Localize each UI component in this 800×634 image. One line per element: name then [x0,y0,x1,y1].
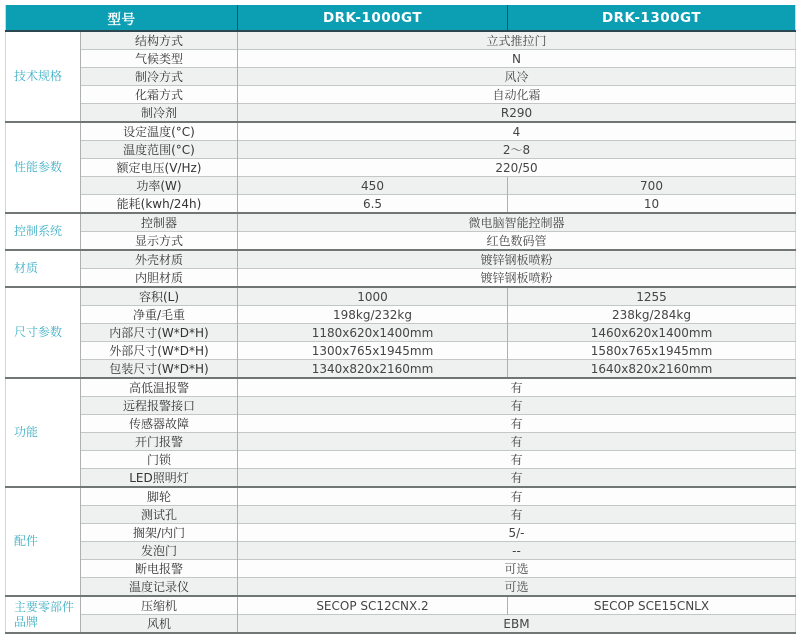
value-cell-model-2: 1580x765x1945mm [508,342,796,360]
value-cell-merged: 有 [238,487,796,506]
attribute-cell: 控制器 [81,213,238,232]
spec-row [6,159,796,177]
spec-row [6,451,796,469]
spec-row [6,122,796,141]
attribute-cell: 脚轮 [81,487,238,506]
spec-row [6,232,796,251]
attribute-cell: 断电报警 [81,560,238,578]
value-cell-model-2: 700 [508,177,796,195]
attribute-cell: 气候类型 [81,50,238,68]
spec-row [6,615,796,634]
value-cell-merged: 可选 [238,578,796,597]
value-cell-model-1: 1300x765x1945mm [238,342,508,360]
value-cell-merged: R290 [238,104,796,123]
attribute-cell: 温度范围(°C) [81,141,238,159]
spec-row [6,213,796,232]
spec-row [6,141,796,159]
attribute-cell: 测试孔 [81,506,238,524]
value-cell-model-1: 1180x620x1400mm [238,324,508,342]
attribute-cell: 化霜方式 [81,86,238,104]
value-cell-merged: 自动化霜 [238,86,796,104]
attribute-cell: 门锁 [81,451,238,469]
value-cell-merged: 4 [238,122,796,141]
category-cell: 技术规格 [6,31,81,122]
value-cell-model-2: 10 [508,195,796,214]
spec-table-header [6,5,796,31]
spec-sheet [5,5,796,634]
value-cell-model-1: SECOP SC12CNX.2 [238,596,508,615]
attribute-cell: 高低温报警 [81,378,238,397]
value-cell-merged: 立式推拉门 [238,31,796,50]
attribute-cell: 净重/毛重 [81,306,238,324]
attribute-cell: 结构方式 [81,31,238,50]
attribute-cell: 开门报警 [81,433,238,451]
attribute-cell: 制冷方式 [81,68,238,86]
spec-row [6,542,796,560]
spec-row [6,50,796,68]
spec-row [6,524,796,542]
value-cell-model-2: 238kg/284kg [508,306,796,324]
attribute-cell: 传感器故障 [81,415,238,433]
spec-row [6,360,796,379]
spec-row [6,397,796,415]
attribute-cell: 发泡门 [81,542,238,560]
spec-row [6,104,796,123]
attribute-cell: 功率(W) [81,177,238,195]
value-cell-merged: 红色数码管 [238,232,796,251]
category-cell: 功能 [6,378,81,487]
value-cell-merged: 镀锌钢板喷粉 [238,250,796,269]
attribute-cell: 温度记录仪 [81,578,238,597]
spec-row [6,86,796,104]
spec-row [6,269,796,288]
model-header-label: 型号 [6,5,238,31]
header-row [6,5,796,31]
value-cell-merged: 有 [238,451,796,469]
attribute-cell: 设定温度(°C) [81,122,238,141]
spec-row [6,342,796,360]
spec-row [6,324,796,342]
attribute-cell: 内部尺寸(W*D*H) [81,324,238,342]
value-cell-model-2: 1255 [508,287,796,306]
value-cell-model-1: 198kg/232kg [238,306,508,324]
attribute-cell: 压缩机 [81,596,238,615]
attribute-cell: 风机 [81,615,238,634]
value-cell-merged: 5/- [238,524,796,542]
model-1-header: DRK-1000GT [238,5,508,31]
model-2-header: DRK-1300GT [508,5,796,31]
value-cell-merged: 可选 [238,560,796,578]
spec-table-body [6,31,796,633]
value-cell-merged: 2～8 [238,141,796,159]
value-cell-merged: 有 [238,378,796,397]
value-cell-merged: 微电脑智能控制器 [238,213,796,232]
spec-row [6,31,796,50]
attribute-cell: 容积(L) [81,287,238,306]
category-cell: 材质 [6,250,81,287]
value-cell-model-2: 1640x820x2160mm [508,360,796,379]
attribute-cell: 外部尺寸(W*D*H) [81,342,238,360]
value-cell-model-1: 450 [238,177,508,195]
value-cell-merged: 有 [238,469,796,488]
value-cell-merged: 风冷 [238,68,796,86]
attribute-cell: 额定电压(V/Hz) [81,159,238,177]
spec-row [6,68,796,86]
attribute-cell: 远程报警接口 [81,397,238,415]
spec-row [6,596,796,615]
attribute-cell: 搁架/内门 [81,524,238,542]
spec-row [6,433,796,451]
value-cell-merged: EBM [238,615,796,634]
value-cell-merged: 有 [238,397,796,415]
value-cell-merged: 220/50 [238,159,796,177]
spec-row [6,415,796,433]
value-cell-merged: N [238,50,796,68]
value-cell-model-1: 1340x820x2160mm [238,360,508,379]
category-cell: 性能参数 [6,122,81,213]
category-cell: 主要零部件品牌 [6,596,81,633]
attribute-cell: 制冷剂 [81,104,238,123]
category-cell: 控制系统 [6,213,81,250]
value-cell-merged: 有 [238,433,796,451]
attribute-cell: 显示方式 [81,232,238,251]
attribute-cell: LED照明灯 [81,469,238,488]
spec-row [6,195,796,214]
category-cell: 配件 [6,487,81,596]
attribute-cell: 外壳材质 [81,250,238,269]
value-cell-merged: 镀锌钢板喷粉 [238,269,796,288]
spec-row [6,378,796,397]
value-cell-merged: -- [238,542,796,560]
spec-row [6,506,796,524]
category-cell: 尺寸参数 [6,287,81,378]
attribute-cell: 内胆材质 [81,269,238,288]
spec-row [6,469,796,488]
spec-row [6,287,796,306]
attribute-cell: 能耗(kwh/24h) [81,195,238,214]
attribute-cell: 包装尺寸(W*D*H) [81,360,238,379]
value-cell-model-1: 1000 [238,287,508,306]
spec-row [6,306,796,324]
value-cell-merged: 有 [238,506,796,524]
spec-row [6,578,796,597]
value-cell-model-2: 1460x620x1400mm [508,324,796,342]
spec-table [5,5,796,634]
spec-row [6,487,796,506]
value-cell-model-1: 6.5 [238,195,508,214]
value-cell-model-2: SECOP SCE15CNLX [508,596,796,615]
spec-row [6,560,796,578]
spec-row [6,177,796,195]
spec-row [6,250,796,269]
value-cell-merged: 有 [238,415,796,433]
